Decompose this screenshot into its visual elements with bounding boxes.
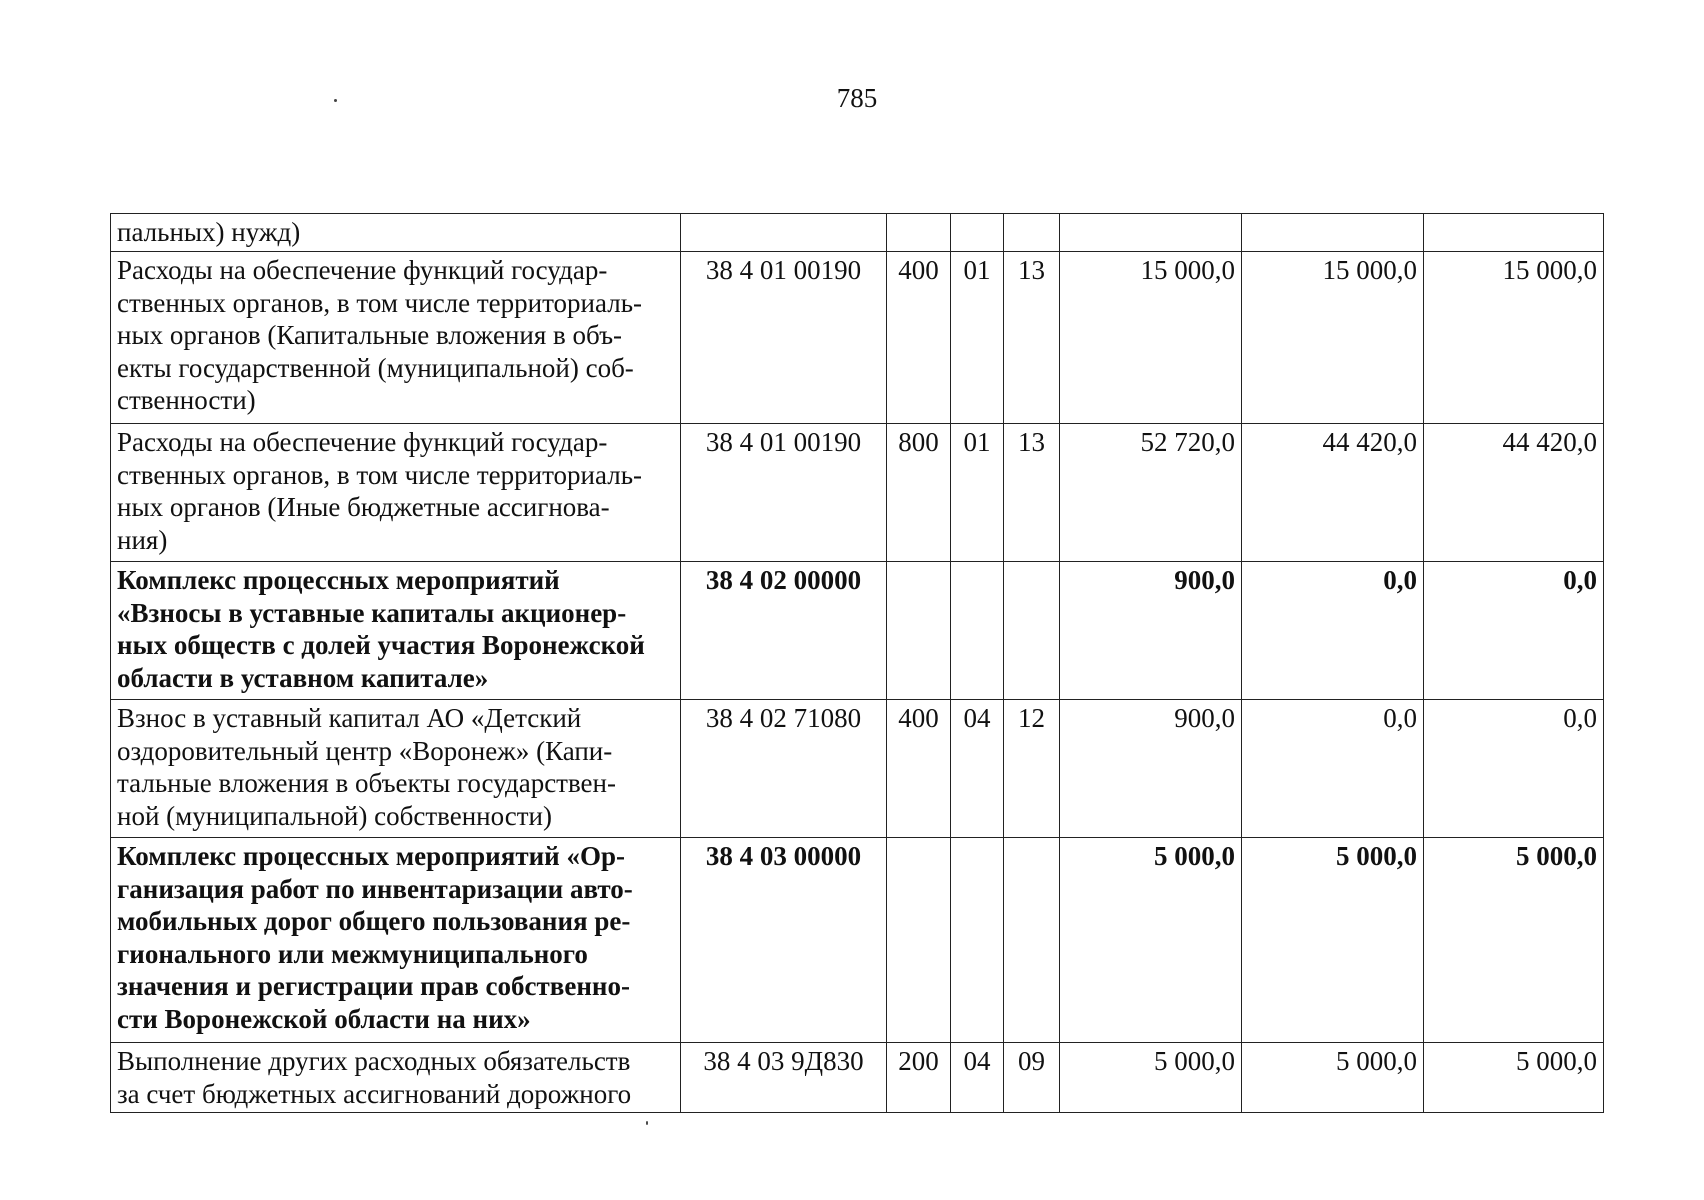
description-line: екты государственной (муниципальной) соб- (117, 352, 634, 383)
row-description (111, 562, 681, 700)
subsection-code: 09 (1004, 1043, 1060, 1113)
description-line: мобильных дорог общего пользования ре- (117, 906, 631, 936)
row-description (111, 1043, 681, 1113)
expense-type-code: 400 (887, 700, 951, 838)
subsection-code (1004, 214, 1060, 252)
amount-year-2: 5 000,0 (1242, 1043, 1424, 1113)
amount-year-3 (1424, 214, 1604, 252)
table-row (111, 214, 1604, 252)
section-code: 01 (951, 424, 1004, 562)
description-line: ственных органов, в том числе территориаль- (117, 287, 643, 318)
row-description (111, 424, 681, 562)
amount-year-1 (1060, 214, 1242, 252)
table-row (111, 424, 1604, 562)
table-row (111, 700, 1604, 838)
target-article-code: 38 4 03 9Д830 (681, 1043, 887, 1113)
amount-year-2 (1242, 214, 1424, 252)
description-line: ния) (117, 524, 168, 555)
table-row (111, 1043, 1604, 1113)
description-line: области в уставном капитале» (117, 662, 489, 693)
description-line: Комплекс процессных мероприятий (117, 565, 560, 595)
description-line: значения и регистрации прав собственно- (117, 971, 630, 1001)
section-code: 04 (951, 700, 1004, 838)
expense-type-code: 800 (887, 424, 951, 562)
subsection-code (1004, 562, 1060, 700)
expense-type-code: 200 (887, 1043, 951, 1113)
row-description (111, 214, 681, 252)
amount-year-2: 0,0 (1242, 700, 1424, 838)
target-article-code (681, 214, 887, 252)
table-body (111, 214, 1604, 1113)
amount-year-1: 5 000,0 (1060, 1043, 1242, 1113)
target-article-code: 38 4 01 00190 (681, 252, 887, 424)
description-line: ных обществ с долей участия Воронежской (117, 630, 645, 660)
amount-year-3: 0,0 (1424, 700, 1604, 838)
amount-year-3: 5 000,0 (1424, 1043, 1604, 1113)
description-line: гионального или межмуниципального (117, 938, 588, 969)
subsection-code: 13 (1004, 424, 1060, 562)
amount-year-3: 44 420,0 (1424, 424, 1604, 562)
description-line: ных органов (Иные бюджетные ассигнова- (117, 492, 610, 522)
subsection-code (1004, 838, 1060, 1043)
expense-type-code (887, 838, 951, 1043)
target-article-code: 38 4 02 00000 (681, 562, 887, 700)
subsection-code: 12 (1004, 700, 1060, 838)
amount-year-1: 52 720,0 (1060, 424, 1242, 562)
description-line: сти Воронежской области на них» (117, 1003, 531, 1034)
description-line: оздоровительный центр «Воронеж» (Капи- (117, 735, 613, 766)
amount-year-3: 5 000,0 (1424, 838, 1604, 1043)
section-code: 01 (951, 252, 1004, 424)
target-article-code: 38 4 03 00000 (681, 838, 887, 1043)
description-line: Расходы на обеспечение функций государ- (117, 255, 608, 285)
section-code: 04 (951, 1043, 1004, 1113)
description-line: ганизация работ по инвентаризации авто- (117, 873, 633, 904)
section-code (951, 838, 1004, 1043)
page-number: 785 (836, 83, 878, 113)
amount-year-1: 900,0 (1060, 700, 1242, 838)
description-line: ственности) (117, 385, 256, 415)
description-line: Выполнение других расходных обязательств (117, 1046, 631, 1076)
description-line: «Взносы в уставные капиталы акционер- (117, 597, 627, 628)
expense-type-code (887, 562, 951, 700)
row-description (111, 838, 681, 1043)
description-line: ной (муниципальной) собственности) (117, 800, 552, 831)
description-line: тальные вложения в объекты государствен- (117, 768, 616, 798)
amount-year-2: 5 000,0 (1242, 838, 1424, 1043)
amount-year-3: 0,0 (1424, 562, 1604, 700)
budget-table (110, 213, 1604, 1113)
description-line: Комплекс процессных мероприятий «Ор- (117, 841, 625, 871)
expense-type-code (887, 214, 951, 252)
table-row (111, 252, 1604, 424)
table-row (111, 562, 1604, 700)
section-code (951, 562, 1004, 700)
scan-speck (334, 99, 337, 102)
target-article-code: 38 4 02 71080 (681, 700, 887, 838)
description-line: Взнос в уставный капитал АО «Детский (117, 703, 582, 733)
scan-speck (646, 1121, 648, 1125)
target-article-code: 38 4 01 00190 (681, 424, 887, 562)
section-code (951, 214, 1004, 252)
amount-year-1: 5 000,0 (1060, 838, 1242, 1043)
expense-type-code: 400 (887, 252, 951, 424)
row-description (111, 252, 681, 424)
description-line: за счет бюджетных ассигнований дорожного (117, 1078, 632, 1109)
description-line: ственных органов, в том числе территориаль- (117, 459, 643, 490)
amount-year-1: 15 000,0 (1060, 252, 1242, 424)
table-row (111, 838, 1604, 1043)
amount-year-1: 900,0 (1060, 562, 1242, 700)
amount-year-3: 15 000,0 (1424, 252, 1604, 424)
amount-year-2: 0,0 (1242, 562, 1424, 700)
description-line: пальных) нужд) (117, 217, 301, 247)
amount-year-2: 44 420,0 (1242, 424, 1424, 562)
row-description (111, 700, 681, 838)
amount-year-2: 15 000,0 (1242, 252, 1424, 424)
description-line: Расходы на обеспечение функций государ- (117, 427, 608, 457)
description-line: ных органов (Капитальные вложения в объ- (117, 320, 623, 350)
subsection-code: 13 (1004, 252, 1060, 424)
